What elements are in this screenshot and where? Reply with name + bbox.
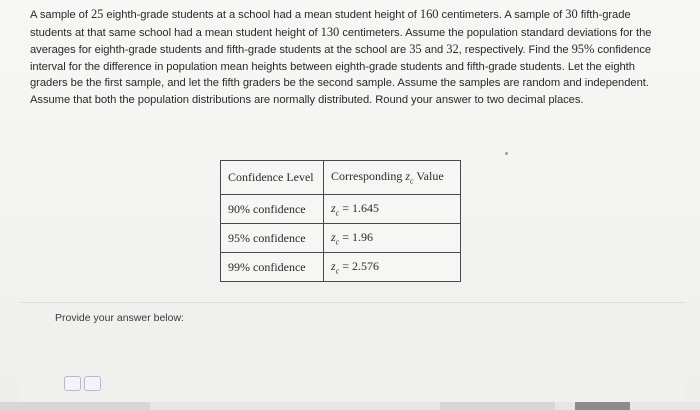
mean-height-1: 160	[419, 7, 439, 21]
row-z-value	[324, 253, 461, 282]
sample-size-2: 30	[565, 7, 578, 21]
question-text-part: and	[421, 44, 447, 57]
row-level: 95% confidence	[221, 224, 324, 253]
z-letter: z	[331, 229, 336, 244]
question-text-part: confidence interval for the difference in population mean heights between eighth-grade students and fifth-grade students. Let the eighth graders be the first sample, and let the fifth graders be the second sample. Assume the samples are random and independent. Assume that both the population distributions are normally distributed. Round your answer to two decimal places.	[30, 44, 652, 106]
std-dev-1: 35	[409, 42, 422, 57]
z-symbol	[331, 229, 340, 247]
header-corresponding-value	[324, 161, 461, 195]
question-text-part: centimeters. A sample of	[438, 9, 566, 21]
interval-answer-input[interactable]	[64, 376, 106, 394]
std-dev-2: 32	[446, 42, 459, 57]
row-z-value	[324, 195, 461, 224]
row-level: 99% confidence	[221, 253, 324, 282]
answer-area	[20, 325, 685, 410]
header-value-suffix: Value	[413, 169, 444, 184]
question-text	[30, 6, 655, 109]
z-symbol	[331, 200, 340, 218]
stray-mark	[505, 152, 508, 155]
header-value-prefix: Corresponding	[331, 169, 406, 184]
z-subscript: c	[335, 237, 340, 247]
row-z-value	[324, 224, 461, 253]
z-subscript: c	[335, 208, 340, 218]
z-letter: z	[331, 200, 336, 215]
z-value-table-container	[220, 160, 461, 282]
z-value: = 2.576	[339, 258, 380, 273]
question-text-part: fifth-grade students at that same school had a mean student height of	[30, 9, 631, 39]
z-value: = 1.96	[339, 229, 374, 244]
z-symbol	[331, 258, 340, 276]
bottom-button[interactable]	[575, 402, 630, 410]
mean-height-2: 130	[320, 24, 340, 39]
z-value: = 1.645	[339, 200, 380, 215]
question-text-part: eighth-grade students at a school had a mean student height of	[103, 9, 420, 21]
table-row	[221, 253, 461, 282]
confidence-level: 95%	[571, 42, 595, 57]
question-text-part: centimeters. Assume the population standard deviations for the averages for eighth-grade students and fifth-grade students at the school are	[30, 26, 652, 57]
bottom-segment	[0, 402, 150, 410]
table-header-row	[221, 161, 461, 195]
z-value-table	[220, 160, 461, 282]
table-row	[221, 224, 461, 253]
header-confidence-level: Confidence Level	[221, 161, 324, 195]
z-letter: z	[405, 169, 410, 184]
z-subscript: c	[335, 266, 340, 276]
row-level: 90% confidence	[221, 195, 324, 224]
bottom-segment	[440, 402, 555, 410]
bottom-toolbar	[0, 402, 700, 410]
upper-bound-input[interactable]	[84, 376, 101, 391]
lower-bound-input[interactable]	[64, 376, 81, 391]
z-symbol	[405, 169, 414, 186]
sample-size-1: 25	[90, 7, 104, 21]
z-letter: z	[331, 258, 336, 273]
table-row	[221, 195, 461, 224]
section-divider	[20, 302, 685, 303]
answer-prompt: Provide your answer below:	[55, 312, 184, 324]
z-subscript: c	[410, 176, 414, 186]
question-text-part: , respectively. Find the	[458, 44, 572, 57]
question-text-part: A sample of	[30, 9, 91, 21]
